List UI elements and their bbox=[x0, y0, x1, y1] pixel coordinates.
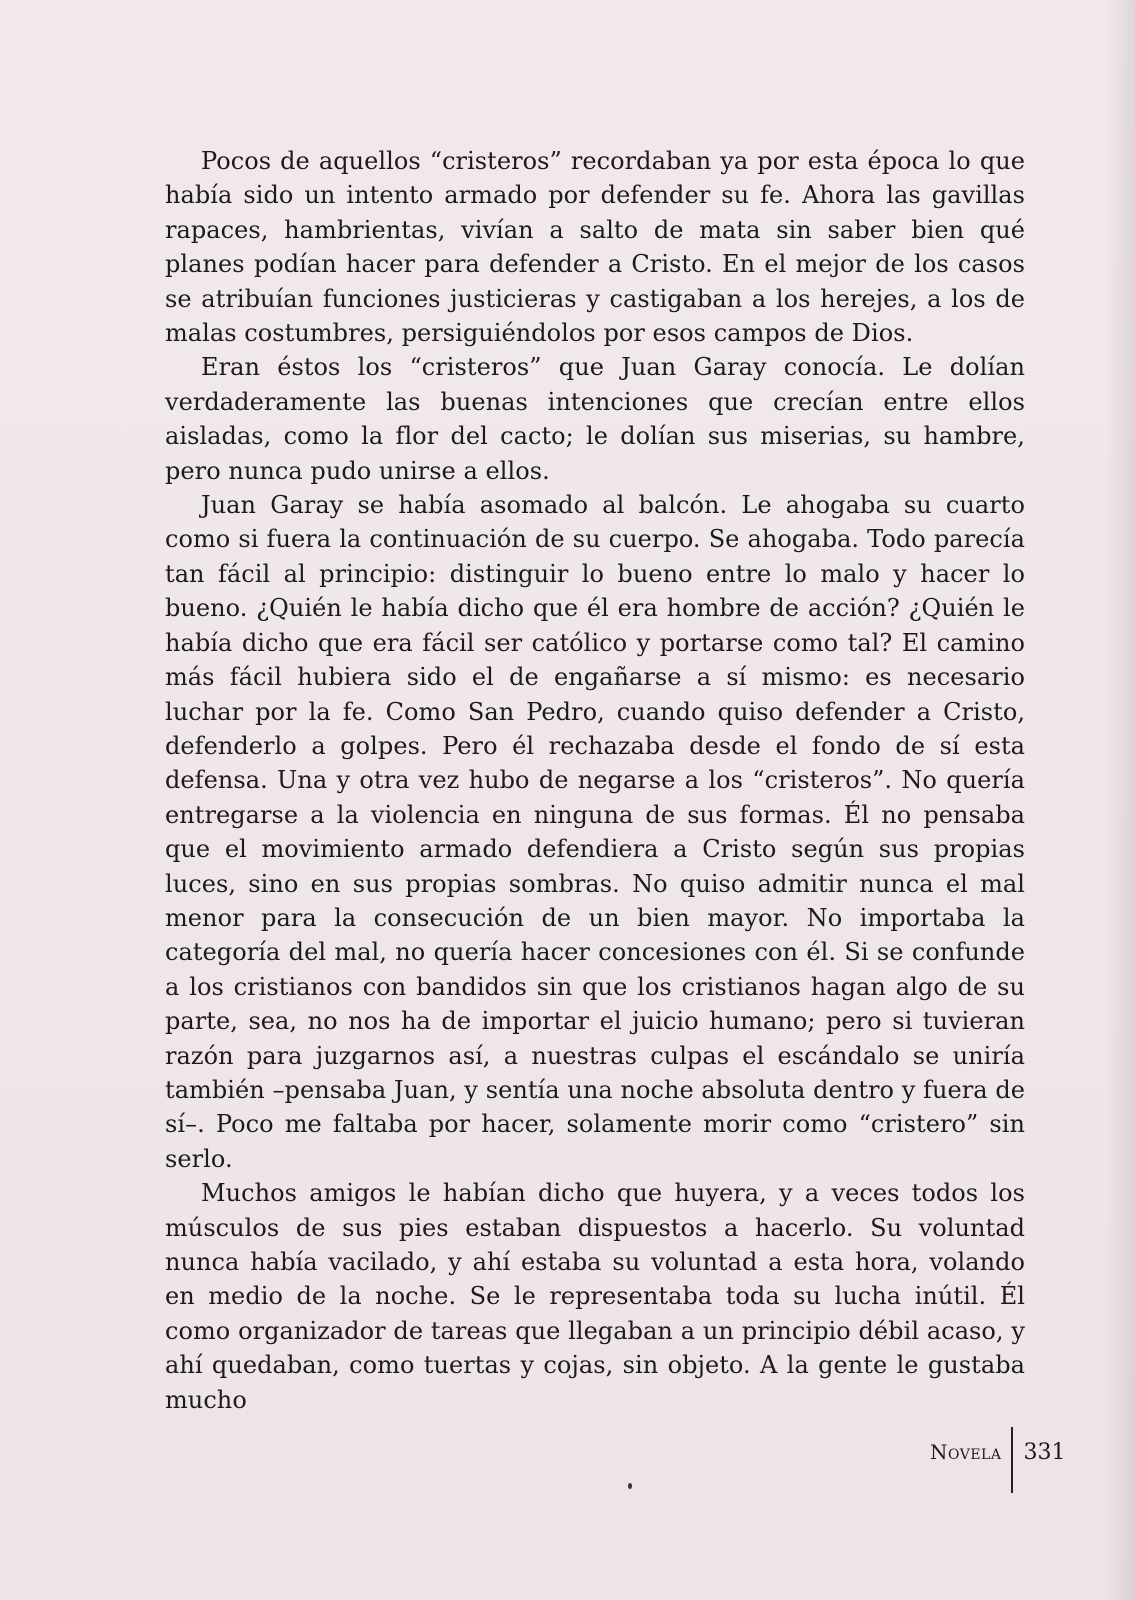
paragraph-1: Pocos de aquellos “cristeros” recordaban ya por esta época lo que había sido un intento armado por defender su fe. Ahora las gavillas rapaces, hambrientas, vivían a salto de mata sin saber bien qué planes podían hacer para defender a Cristo. En el mejor de los casos se atribuían funciones justicieras y castigaban a los herejes, a los de malas costumbres, persiguiéndolos por esos campos de Dios. bbox=[165, 147, 1025, 348]
paragraph-4: Muchos amigos le habían dicho que huyera, y a veces todos los músculos de sus pies estaban dispuestos a hacerlo. Su voluntad nunca había vacilado, y ahí estaba su voluntad a esta hora, volando en medio de la noche. Se le representaba toda su lucha inútil. Él como organizador de tareas que llegaban a un principio débil acaso, y ahí quedaban, como tuertas y cojas, sin objeto. A la gente le gustaba mucho bbox=[165, 1179, 1025, 1414]
footer-divider bbox=[1011, 1427, 1013, 1493]
page-edge-shadow bbox=[1105, 0, 1135, 1600]
paragraph-2: Eran éstos los “cristeros” que Juan Garay conocía. Le dolían verdaderamente las buenas intenciones que crecían entre ellos aisladas, como la flor del cacto; le dolían sus miserias, su hambre, pero nunca pudo unirse a ellos. bbox=[165, 353, 1025, 485]
page-number: 331 bbox=[1023, 1439, 1066, 1465]
page-footer bbox=[930, 1432, 1065, 1472]
body-text bbox=[165, 144, 1025, 1417]
ink-speck bbox=[628, 1483, 632, 1489]
running-footer-section: Novela bbox=[930, 1440, 1002, 1464]
paragraph-3: Juan Garay se había asomado al balcón. Le ahogaba su cuarto como si fuera la continuación de su cuerpo. Se ahogaba. Todo parecía tan fácil al principio: distinguir lo bueno entre lo malo y hacer lo bueno. ¿Quién le había dicho que él era hombre de acción? ¿Quién le había dicho que era fácil ser católico y portarse como tal? El camino más fácil hubiera sido el de engañarse a sí mismo: es necesario luchar por la fe. Como San Pedro, cuando quiso defender a Cristo, defenderlo a golpes. Pero él rechazaba desde el fondo de sí esta defensa. Una y otra vez hubo de negarse a los “cristeros”. No quería entregarse a la violencia en ninguna de sus formas. Él no pensaba que el movimiento armado defendiera a Cristo según sus propias luces, sino en sus propias sombras. No quiso admitir nunca el mal menor para la consecución de un bien mayor. No importaba la categoría del mal, no quería hacer concesiones con él. Si se confunde a los cristianos con bandidos sin que los cristianos hagan algo de su parte, sea, no nos ha de importar el juicio humano; pero si tuvieran razón para juzgarnos así, a nuestras culpas el escándalo se uniría también –pensaba Juan, y sentía una noche absoluta dentro y fuera de sí–. Poco me faltaba por hacer, solamente morir como “cristero” sin serlo. bbox=[165, 491, 1025, 1173]
